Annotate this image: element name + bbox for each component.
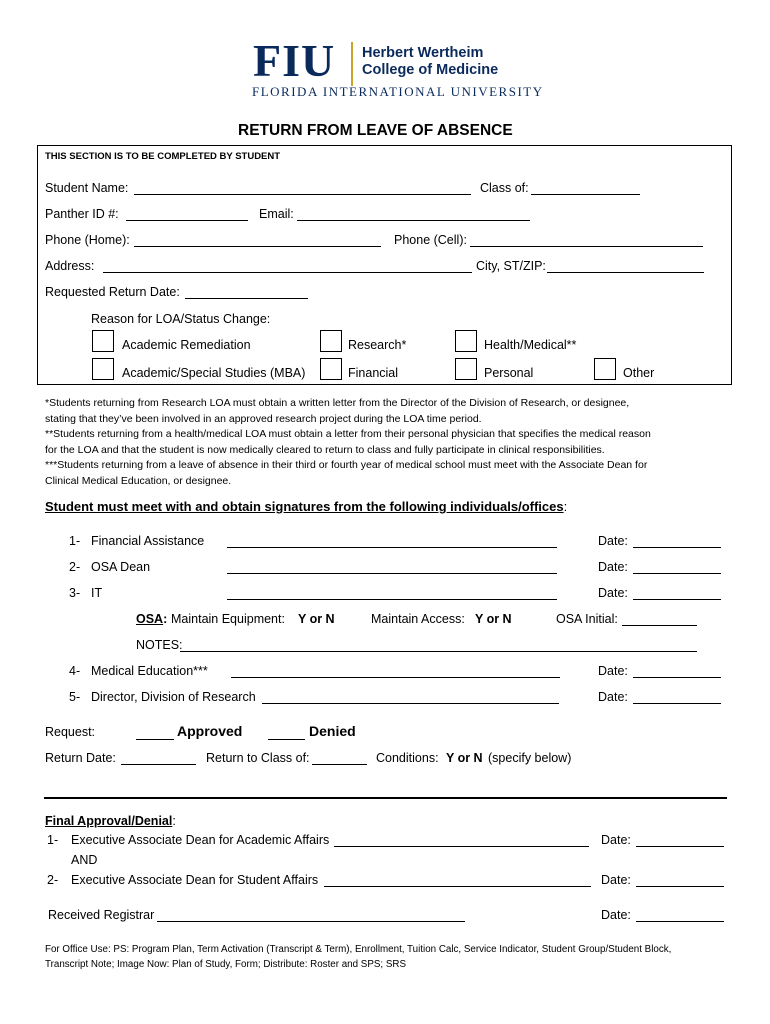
sig-field-medical-education[interactable] (231, 663, 560, 678)
phone-cell-field[interactable] (470, 232, 703, 247)
phone-home-field[interactable] (134, 232, 381, 247)
sig-label-financial-assistance: Financial Assistance (91, 534, 205, 548)
denied-blank[interactable] (268, 726, 305, 740)
date-field[interactable] (633, 663, 721, 678)
return-class-field[interactable] (312, 750, 367, 765)
student-name-field[interactable] (134, 180, 471, 195)
date-label: Date: (601, 908, 631, 922)
sig-field-osa-dean[interactable] (227, 559, 557, 574)
date-label: Date: (598, 586, 628, 600)
sig-number-5: 5- (69, 690, 81, 704)
osa-initial-label: OSA Initial: (556, 612, 618, 626)
office-use-line: Transcript Note; Image Now: Plan of Study, Form; Distribute: Roster and SPS; SRS (45, 959, 406, 970)
city-st-zip-label: City, ST/ZIP: (476, 259, 546, 273)
option-research: Research* (348, 338, 407, 352)
osa-initial-field[interactable] (622, 611, 697, 626)
date-field[interactable] (636, 872, 724, 887)
checkbox-health-medical[interactable] (455, 330, 477, 352)
sig-label-osa-dean: OSA Dean (91, 560, 151, 574)
university-name: FLORIDA INTERNATIONAL UNIVERSITY (252, 84, 544, 99)
panther-id-field[interactable] (126, 206, 248, 221)
osa-row (136, 612, 167, 626)
final-heading-colon: : (172, 814, 176, 828)
college-name (362, 45, 498, 79)
final-number-2: 2- (47, 873, 59, 887)
office-use-line: For Office Use: PS: Program Plan, Term Activation (Transcript & Term), Enrollment, Tuition Calc, Service Indicator, Student Group/Student Block, (45, 944, 672, 955)
maintain-equipment-label: Maintain Equipment: (171, 612, 285, 626)
option-other: Other (623, 366, 655, 380)
date-label: Date: (598, 560, 628, 574)
phone-cell-label: Phone (Cell): (394, 233, 467, 247)
sig-number-3: 3- (69, 586, 81, 600)
checkbox-financial[interactable] (320, 358, 342, 380)
final-label-student-affairs: Executive Associate Dean for Student Affairs (71, 873, 319, 887)
student-name-label: Student Name: (45, 181, 129, 195)
checkbox-other[interactable] (594, 358, 616, 380)
request-label: Request: (45, 725, 96, 739)
maintain-access-label: Maintain Access: (371, 612, 465, 626)
checkbox-academic-special[interactable] (92, 358, 114, 380)
option-personal: Personal (484, 366, 534, 380)
approved-blank[interactable] (136, 726, 174, 740)
checkbox-personal[interactable] (455, 358, 477, 380)
osa-label: OSA (136, 612, 164, 626)
sig-field-it[interactable] (227, 585, 557, 600)
college-name-line1: Herbert Wertheim (362, 45, 484, 61)
date-label: Date: (601, 873, 631, 887)
student-section-header: THIS SECTION IS TO BE COMPLETED BY STUDENT (45, 151, 281, 162)
reason-label: Reason for LOA/Status Change: (91, 312, 271, 326)
signatures-heading-text: Student must meet with and obtain signatures from the following individuals/offices (45, 499, 564, 514)
final-and: AND (71, 853, 98, 867)
maintain-equipment-yn[interactable]: Y or N (298, 612, 335, 626)
sig-label-it: IT (91, 586, 103, 600)
footnote-line: for the LOA and that the student is now medically cleared to return to class and fully participate in clinical responsibilities. (45, 443, 605, 456)
checkbox-academic-remediation[interactable] (92, 330, 114, 352)
osa-colon: : (163, 612, 168, 626)
checkbox-research[interactable] (320, 330, 342, 352)
page-title: RETURN FROM LEAVE OF ABSENCE (238, 122, 513, 139)
specify-below: (specify below) (488, 751, 572, 765)
received-registrar-field[interactable] (157, 907, 465, 922)
final-field-academic-affairs[interactable] (334, 832, 589, 847)
date-label: Date: (601, 833, 631, 847)
footnote-line: **Students returning from a health/medical LOA must obtain a letter from their personal physician that specifies the medical reason (45, 428, 651, 440)
footnote-line: *Students returning from Research LOA must obtain a written letter from the Director of the Division of Research, or designee, (45, 397, 630, 409)
section-divider (44, 797, 727, 799)
received-registrar-label: Received Registrar (48, 908, 155, 922)
date-field[interactable] (636, 832, 724, 847)
sig-number-2: 2- (69, 560, 81, 574)
sig-field-director-research[interactable] (262, 689, 559, 704)
date-label: Date: (598, 664, 628, 678)
date-field[interactable] (636, 907, 724, 922)
conditions-label: Conditions: (376, 751, 439, 765)
final-heading-text: Final Approval/Denial (45, 814, 173, 828)
class-of-field[interactable] (531, 180, 640, 195)
final-label-academic-affairs: Executive Associate Dean for Academic Affairs (71, 833, 330, 847)
sig-field-financial-assistance[interactable] (227, 533, 557, 548)
address-label: Address: (45, 259, 95, 273)
date-field[interactable] (633, 559, 721, 574)
option-academic-remediation: Academic Remediation (122, 338, 251, 352)
address-field[interactable] (103, 258, 472, 273)
maintain-access-yn[interactable]: Y or N (475, 612, 512, 626)
denied-label: Denied (309, 723, 356, 739)
conditions-yn[interactable]: Y or N (446, 751, 483, 765)
approved-label: Approved (177, 723, 243, 739)
sig-label-director-research: Director, Division of Research (91, 690, 256, 704)
sig-number-1: 1- (69, 534, 81, 548)
phone-home-label: Phone (Home): (45, 233, 130, 247)
date-field[interactable] (633, 585, 721, 600)
office-use-note (45, 942, 671, 972)
option-financial: Financial (348, 366, 399, 380)
class-of-label: Class of: (480, 181, 529, 195)
footnotes (45, 396, 735, 489)
panther-id-label: Panther ID #: (45, 207, 119, 221)
footnote-line: Clinical Medical Education, or designee. (45, 474, 232, 487)
college-name-line2: College of Medicine (362, 62, 499, 78)
final-heading (45, 814, 176, 828)
return-class-label: Return to Class of: (206, 751, 310, 765)
requested-return-label: Requested Return Date: (45, 285, 180, 299)
option-health-medical: Health/Medical** (484, 338, 577, 352)
city-st-zip-field[interactable] (547, 258, 704, 273)
notes-label: NOTES: (136, 638, 183, 652)
final-field-student-affairs[interactable] (324, 872, 591, 887)
final-number-1: 1- (47, 833, 59, 847)
date-label: Date: (598, 534, 628, 548)
email-field[interactable] (297, 206, 530, 221)
requested-return-field[interactable] (185, 284, 308, 299)
logo-divider (351, 42, 353, 86)
footnote-line: ***Students returning from a leave of absence in their third or fourth year of medical school must meet with the Associate Dean for (45, 459, 648, 471)
return-date-label: Return Date: (45, 751, 116, 765)
sig-label-medical-education: Medical Education*** (91, 664, 208, 678)
fiu-logo-mark: FIU (253, 35, 336, 86)
notes-field[interactable] (180, 637, 697, 652)
date-field[interactable] (633, 533, 721, 548)
signatures-heading-colon: : (563, 499, 568, 514)
option-academic-special: Academic/Special Studies (MBA) (122, 366, 306, 380)
return-date-field[interactable] (121, 750, 196, 765)
signatures-heading (45, 499, 567, 514)
footnote-line: stating that they’ve been involved in an approved research project during the LOA time period. (45, 412, 482, 425)
sig-number-4: 4- (69, 664, 81, 678)
email-label: Email: (259, 207, 294, 221)
date-label: Date: (598, 690, 628, 704)
date-field[interactable] (633, 689, 721, 704)
